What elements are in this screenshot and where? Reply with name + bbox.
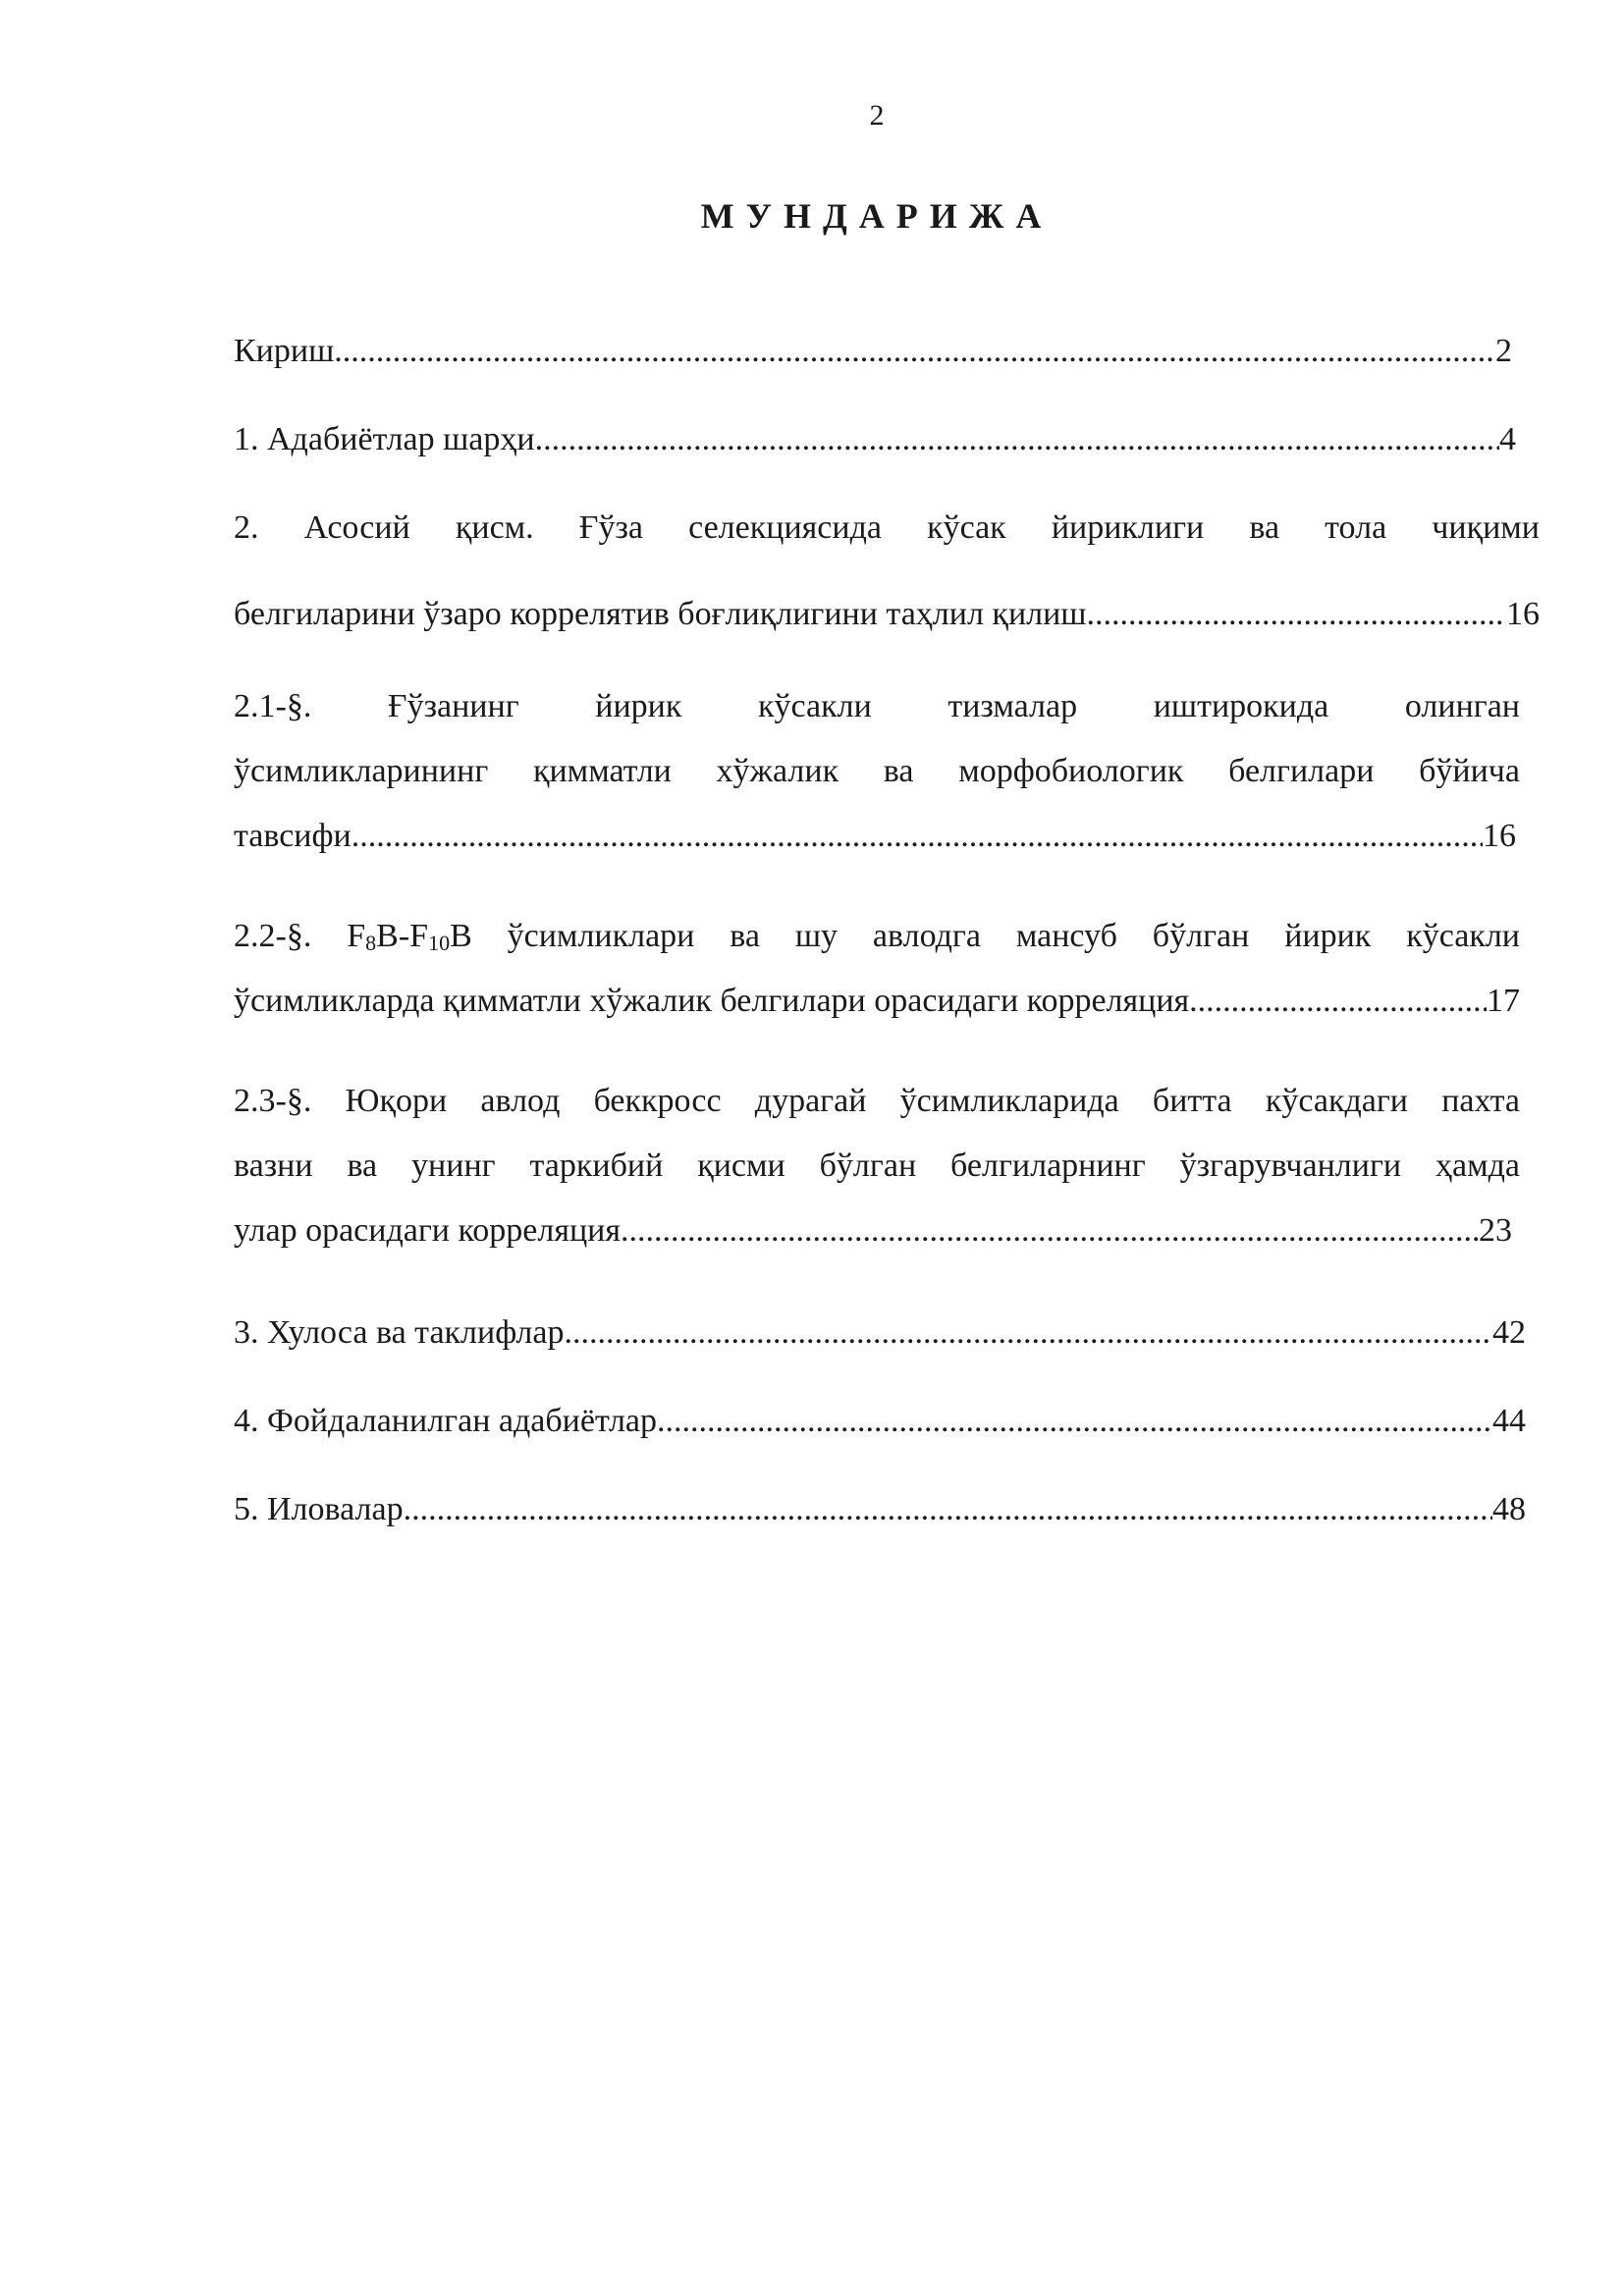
toc-entry-text: 2.2-§. F	[234, 918, 366, 954]
toc-entry-text: B ўсимликлари ва шу авлодга мансуб бўлган йирик кўсакли	[450, 918, 1520, 954]
toc-entry-text: 4. Фойдаланилган адабиётлар	[234, 1403, 658, 1439]
toc-page-number: 23	[1479, 1212, 1512, 1249]
toc-entry-text: улар орасидаги корреляция	[234, 1212, 621, 1249]
toc-page-number: 2	[1495, 333, 1512, 369]
dot-leader	[657, 1400, 1492, 1443]
page-title: МУНДАРИЖА	[700, 196, 1054, 236]
toc-page-number: 48	[1492, 1491, 1526, 1527]
toc-entry-text: B-F	[376, 918, 429, 954]
toc-entry-text: 5. Иловалар	[234, 1491, 404, 1527]
dot-leader	[564, 1311, 1492, 1355]
toc-entry-line: 2.3-§. Юқори авлод беккросс дурагай ўсимликларида битта кўсакдаги пахта	[234, 1083, 1520, 1119]
toc-page-number: 42	[1492, 1314, 1526, 1351]
subscript: 8	[365, 931, 377, 955]
dot-leader	[535, 418, 1499, 461]
toc-page-number: 44	[1492, 1403, 1526, 1439]
toc-entry-text: тавсифи	[234, 818, 352, 854]
toc-entry-text: ўсимликларда қимматли хўжалик белгилари орасидаги корреляция	[234, 983, 1190, 1019]
toc-page-number: 16	[1506, 596, 1540, 632]
dot-leader	[334, 330, 1495, 373]
toc-entry-text: 3. Хулоса ва таклифлар	[234, 1314, 565, 1351]
subscript: 10	[428, 931, 451, 955]
toc-page-number: 16	[1483, 818, 1516, 854]
dot-leader	[1086, 593, 1506, 636]
dot-leader	[352, 815, 1483, 858]
toc-entry-text: белгиларини ўзаро коррелятив боғлиқлигини таҳлил қилиш	[234, 596, 1087, 632]
toc-entry-line: ўсимликларининг қимматли хўжалик ва морфобиологик белгилари бўйича	[234, 753, 1520, 789]
toc-entry-text: Кириш	[234, 333, 335, 369]
toc-entry-line	[234, 915, 1520, 958]
toc-entry-line: 2. Асосий қисм. Ғўза селекциясида кўсак йириклиги ва тола чиқими	[234, 509, 1540, 546]
dot-leader	[1189, 980, 1487, 1023]
toc-entry-line: 2.1-§. Ғўзанинг йирик кўсакли тизмалар иштирокида олинган	[234, 688, 1520, 724]
toc-page-number: 4	[1499, 421, 1516, 457]
toc-page-number: 17	[1487, 983, 1520, 1019]
toc-entry-line: вазни ва унинг таркибий қисми бўлган белгиларнинг ўзгарувчанлиги ҳамда	[234, 1148, 1520, 1184]
page-number: 2	[869, 99, 885, 132]
dot-leader	[621, 1209, 1479, 1253]
dot-leader	[404, 1488, 1492, 1531]
toc-entry-text: 1. Адабиётлар шарҳи	[234, 421, 535, 457]
